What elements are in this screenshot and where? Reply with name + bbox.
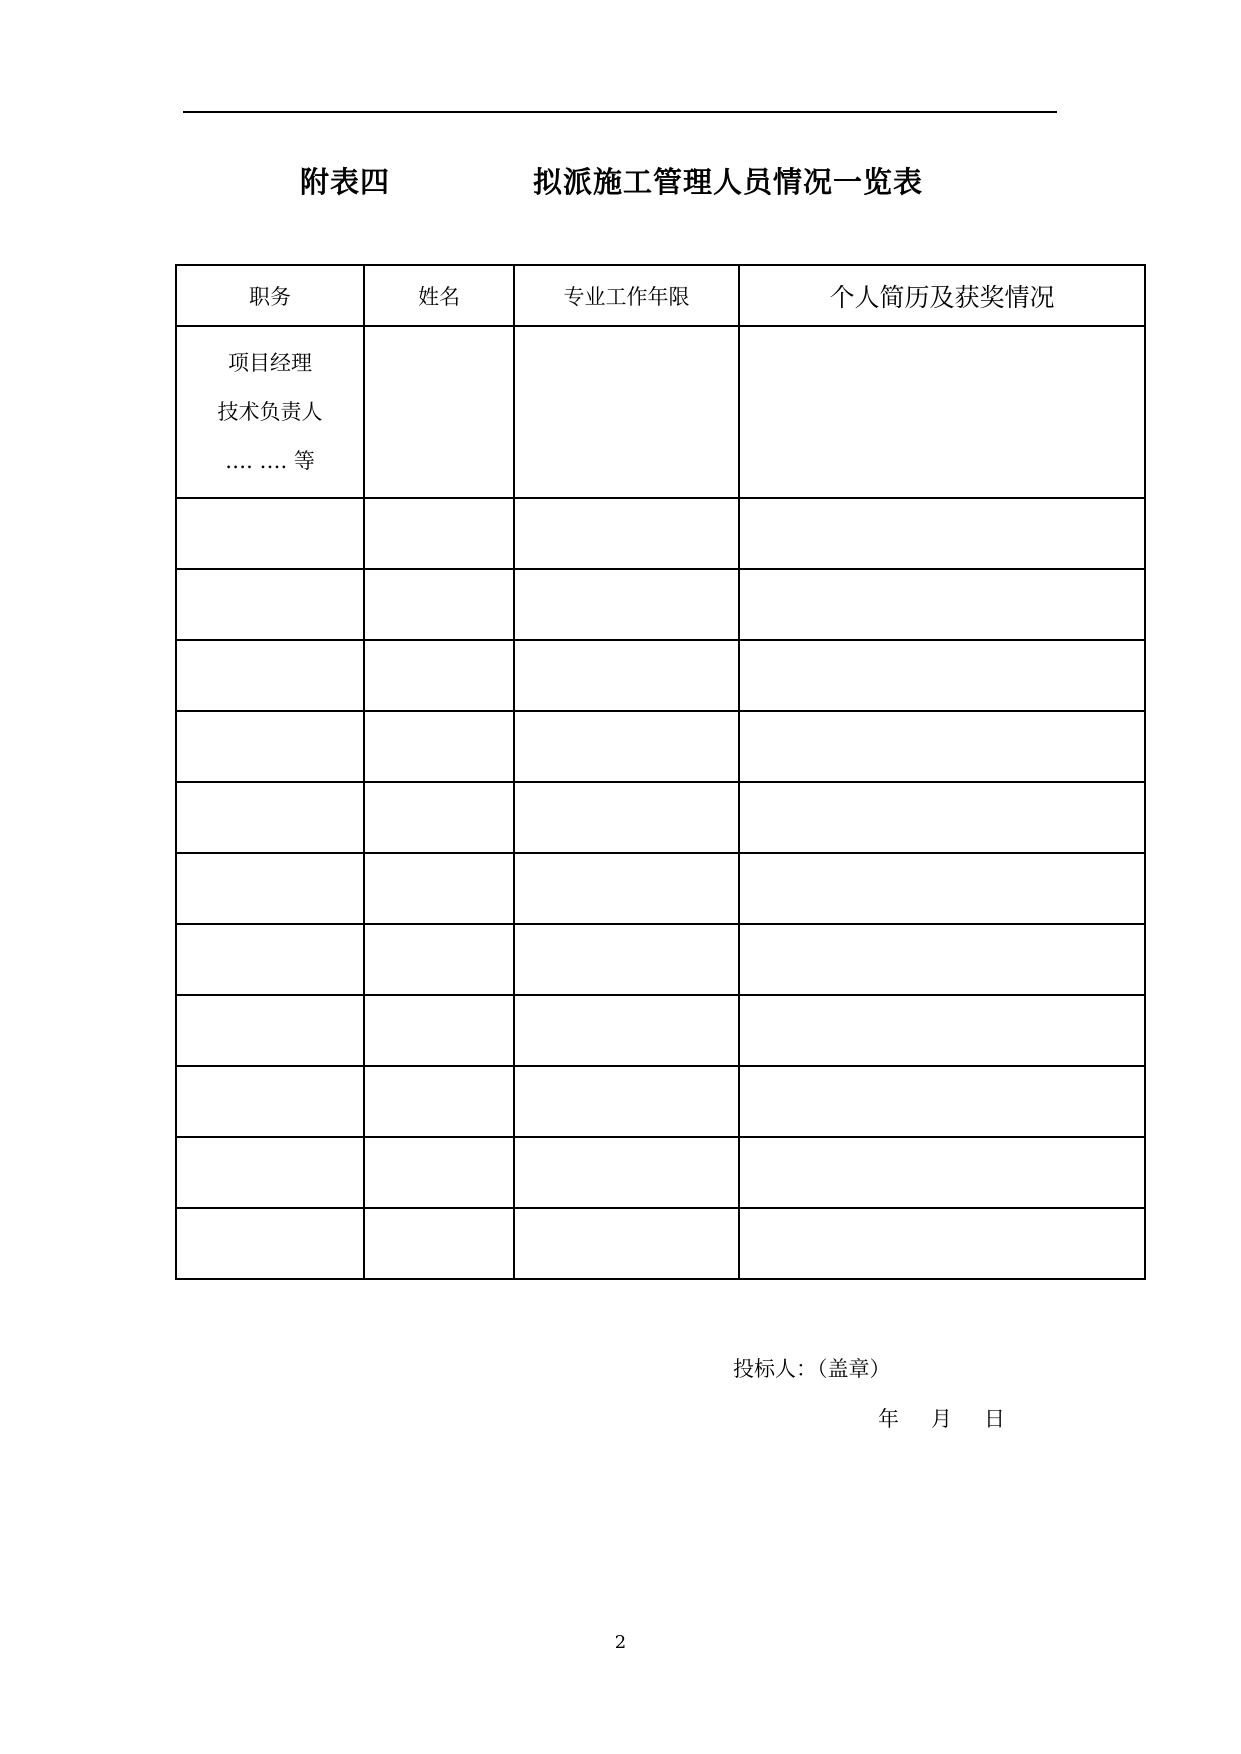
header-name: 姓名: [364, 265, 514, 326]
position-cell[interactable]: [176, 782, 364, 853]
name-cell[interactable]: [364, 924, 514, 995]
resume-cell[interactable]: [739, 640, 1145, 711]
position-cell[interactable]: [176, 640, 364, 711]
table-header-row: [176, 265, 1145, 326]
years-cell[interactable]: [514, 1137, 739, 1208]
title-row: [0, 160, 1241, 210]
position-cell[interactable]: [176, 569, 364, 640]
years-cell[interactable]: [514, 1066, 739, 1137]
name-cell[interactable]: [364, 498, 514, 569]
position-cell[interactable]: [176, 924, 364, 995]
header-rule: [183, 111, 1057, 113]
bidder-seal-label: 投标人：（盖章）: [733, 1357, 891, 1381]
position-cell[interactable]: [176, 995, 364, 1066]
resume-cell[interactable]: [739, 1137, 1145, 1208]
personnel-table: [175, 264, 1146, 1280]
position-project-manager: 项目经理: [228, 350, 312, 375]
name-cell[interactable]: [364, 640, 514, 711]
name-cell[interactable]: [364, 326, 514, 498]
resume-cell[interactable]: [739, 1066, 1145, 1137]
position-etc: …. …. 等: [225, 448, 315, 473]
years-cell[interactable]: [514, 782, 739, 853]
years-cell[interactable]: [514, 326, 739, 498]
resume-cell[interactable]: [739, 995, 1145, 1066]
resume-cell[interactable]: [739, 1208, 1145, 1279]
table-row: [176, 924, 1145, 995]
header-resume: 个人简历及获奖情况: [739, 265, 1145, 326]
header-years: 专业工作年限: [514, 265, 739, 326]
name-cell[interactable]: [364, 1208, 514, 1279]
name-cell[interactable]: [364, 995, 514, 1066]
table-row: [176, 569, 1145, 640]
name-cell[interactable]: [364, 1066, 514, 1137]
date-line: [878, 1403, 1005, 1433]
table-row: [176, 782, 1145, 853]
position-cell[interactable]: [176, 498, 364, 569]
name-cell[interactable]: [364, 1137, 514, 1208]
table-row: [176, 498, 1145, 569]
resume-cell[interactable]: [739, 711, 1145, 782]
position-cell[interactable]: [176, 711, 364, 782]
position-cell[interactable]: [176, 1137, 364, 1208]
table-row: [176, 1137, 1145, 1208]
years-cell[interactable]: [514, 640, 739, 711]
table-row: [176, 711, 1145, 782]
name-cell[interactable]: [364, 711, 514, 782]
title-prefix: 附表四: [300, 165, 391, 199]
resume-cell[interactable]: [739, 924, 1145, 995]
name-cell[interactable]: [364, 853, 514, 924]
page-title: 拟派施工管理人员情况一览表: [533, 165, 924, 199]
table-row: [176, 1066, 1145, 1137]
position-cell[interactable]: [176, 853, 364, 924]
resume-cell[interactable]: [739, 498, 1145, 569]
position-technical-lead: 技术负责人: [217, 399, 323, 424]
position-cell[interactable]: [176, 1208, 364, 1279]
table-row: [176, 326, 1145, 498]
years-cell[interactable]: [514, 498, 739, 569]
page-number: 2: [614, 1632, 627, 1653]
position-cell[interactable]: [176, 1066, 364, 1137]
header-position: 职务: [176, 265, 364, 326]
years-cell[interactable]: [514, 995, 739, 1066]
years-cell[interactable]: [514, 711, 739, 782]
table-row: [176, 995, 1145, 1066]
date-month: 月: [931, 1407, 952, 1431]
table-row: [176, 1208, 1145, 1279]
resume-cell[interactable]: [739, 326, 1145, 498]
resume-cell[interactable]: [739, 569, 1145, 640]
blank-rows: [176, 498, 1145, 1279]
date-year: 年: [878, 1407, 899, 1431]
table-row: [176, 853, 1145, 924]
name-cell[interactable]: [364, 569, 514, 640]
years-cell[interactable]: [514, 853, 739, 924]
position-cell[interactable]: [176, 326, 364, 498]
resume-cell[interactable]: [739, 782, 1145, 853]
name-cell[interactable]: [364, 782, 514, 853]
date-day: 日: [984, 1407, 1005, 1431]
table-row: [176, 640, 1145, 711]
resume-cell[interactable]: [739, 853, 1145, 924]
years-cell[interactable]: [514, 924, 739, 995]
years-cell[interactable]: [514, 569, 739, 640]
years-cell[interactable]: [514, 1208, 739, 1279]
